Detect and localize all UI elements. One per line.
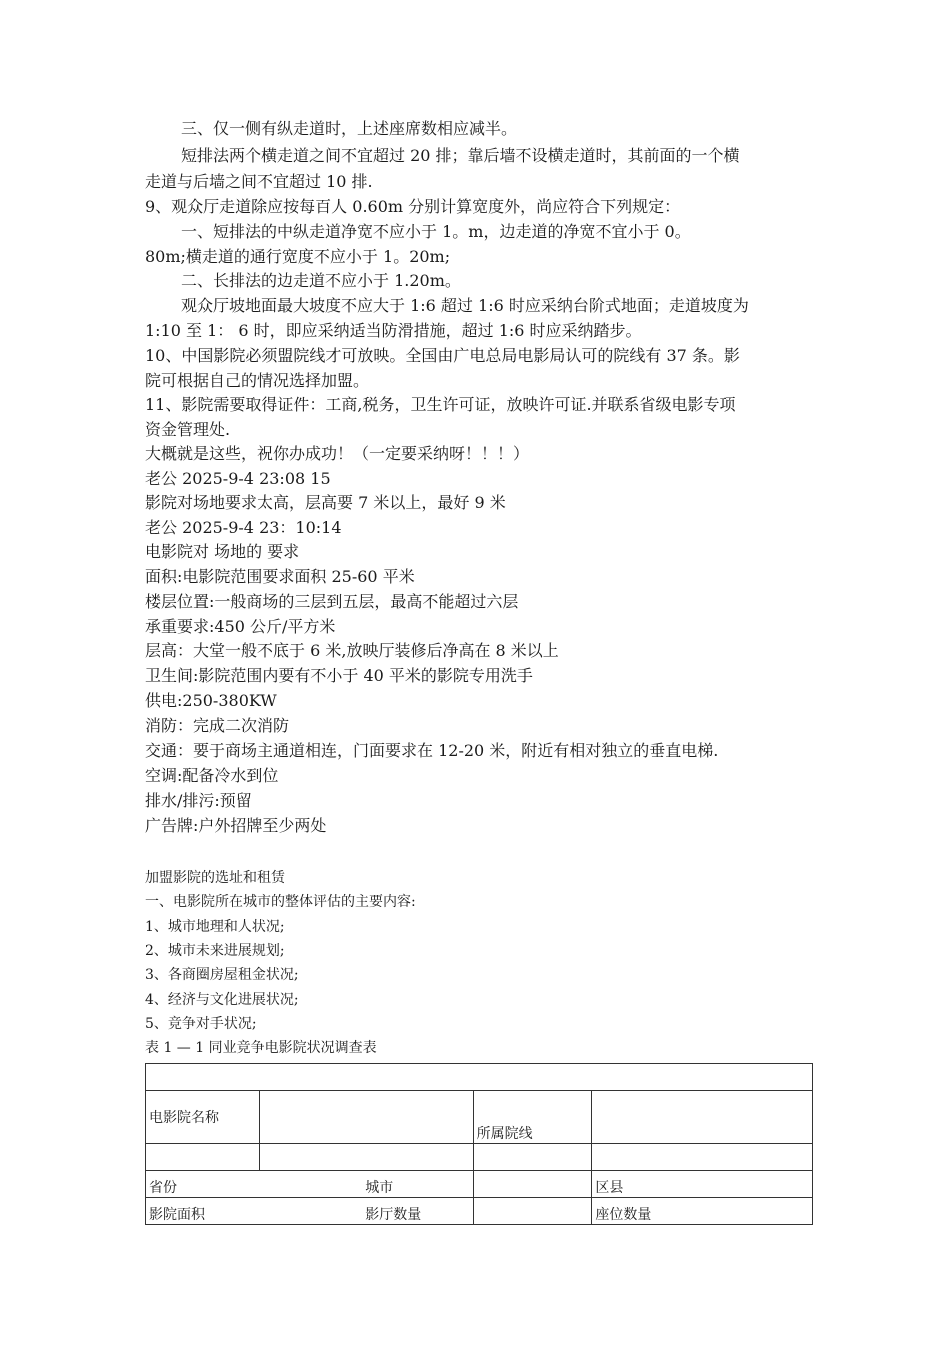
section-title: 加盟影院的选址和租赁 (145, 870, 285, 886)
text-line: 排水/排污:预留 (145, 791, 252, 810)
city-label: 城市 (259, 1171, 473, 1198)
text-line: 二、长排法的边走道不应小于 1.20m。 (181, 271, 461, 290)
province-label: 省份 (146, 1171, 260, 1198)
table-cell (592, 1144, 813, 1171)
text-line: 影院对场地要求太高，层高要 7 米以上，最好 9 米 (145, 493, 506, 512)
text-line: 短排法两个横走道之间不宜超过 20 排；靠后墙不设横走道时，其前面的一个横 (181, 146, 740, 165)
table-row (146, 1091, 813, 1144)
seats-label: 座位数量 (592, 1198, 813, 1225)
cinema-survey-table (145, 1063, 813, 1225)
list-item: 4、经济与文化进展状况; (145, 992, 299, 1008)
table-row (146, 1144, 813, 1171)
cinema-name-label: 电影院名称 (146, 1091, 260, 1144)
text-line: 大概就是这些，祝你办成功！（一定要采纳呀！！！） (145, 444, 530, 463)
section-intro: 一、电影院所在城市的整体评估的主要内容: (145, 894, 416, 910)
text-line: 层高：大堂一般不底于 6 米,放映厅装修后净高在 8 米以上 (145, 641, 559, 660)
circuit-value (592, 1091, 813, 1144)
text-line: 10、中国影院必须盟院线才可放映。全国由广电总局电影局认可的院线有 37 条。影 (145, 346, 740, 365)
text-line: 广告牌:户外招牌至少两处 (145, 816, 327, 835)
timestamp-line: 老公 2025-9-4 23:08 15 (145, 469, 331, 488)
text-line: 院可根据自己的情况选择加盟。 (145, 371, 370, 390)
text-line: 9、观众厅走道除应按每百人 0.60m 分别计算宽度外，尚应符合下列规定： (145, 197, 681, 216)
table-cell (473, 1198, 592, 1225)
list-item: 3、各商圈房屋租金状况; (145, 967, 299, 983)
table-cell (259, 1144, 473, 1171)
table-row (146, 1064, 813, 1091)
area-label: 影院面积 (146, 1198, 260, 1225)
cinema-name-value (259, 1091, 473, 1144)
text-line: 承重要求:450 公斤/平方米 (145, 617, 336, 636)
list-item: 5、竞争对手状况; (145, 1016, 257, 1032)
list-item: 2、城市未来进展规划; (145, 943, 285, 959)
text-line: 消防：完成二次消防 (145, 716, 290, 735)
text-line: 80m;横走道的通行宽度不应小于 1。20m; (145, 247, 451, 266)
table-row (146, 1198, 813, 1225)
timestamp-line: 老公 2025-9-4 23：10:14 (145, 518, 342, 537)
text-line: 楼层位置:一般商场的三层到五层，最高不能超过六层 (145, 592, 519, 611)
circuit-label: 所属院线 (473, 1091, 592, 1144)
text-line: 资金管理处. (145, 420, 231, 439)
text-line: 卫生间:影院范围内要有不小于 40 平米的影院专用洗手 (145, 666, 533, 685)
halls-label: 影厅数量 (259, 1198, 473, 1225)
page-bottom-mask (140, 1226, 820, 1346)
table-caption: 表 1 — 1 同业竞争电影院状况调查表 (145, 1040, 377, 1056)
table-cell (146, 1144, 260, 1171)
table-cell (473, 1144, 592, 1171)
text-line: 空调:配备冷水到位 (145, 766, 279, 785)
text-line: 交通：要于商场主通道相连，门面要求在 12-20 米，附近有相对独立的垂直电梯. (145, 741, 719, 760)
text-line: 观众厅坡地面最大坡度不应大于 1:6 超过 1:6 时应采纳台阶式地面；走道坡度为 (181, 296, 749, 315)
text-line: 三、仅一侧有纵走道时，上述座席数相应减半。 (181, 119, 518, 138)
text-line: 走道与后墙之间不宜超过 10 排. (145, 172, 373, 191)
table-row (146, 1171, 813, 1198)
text-line: 一、短排法的中纵走道净宽不应小于 1。m，边走道的净宽不宜小于 0。 (181, 222, 691, 241)
table-cell (473, 1171, 592, 1198)
text-line: 1:10 至 1： 6 时，即应采纳适当防滑措施，超过 1:6 时应采纳踏步。 (145, 321, 642, 340)
text-line: 面积:电影院范围要求面积 25-60 平米 (145, 567, 415, 586)
table-cell (146, 1064, 813, 1091)
county-label: 区县 (592, 1171, 813, 1198)
text-line: 电影院对 场地的 要求 (145, 542, 300, 561)
list-item: 1、城市地理和人状况; (145, 919, 285, 935)
text-line: 11、影院需要取得证件：工商,税务，卫生许可证，放映许可证.并联系省级电影专项 (145, 395, 736, 414)
text-line: 供电:250-380KW (145, 691, 277, 710)
